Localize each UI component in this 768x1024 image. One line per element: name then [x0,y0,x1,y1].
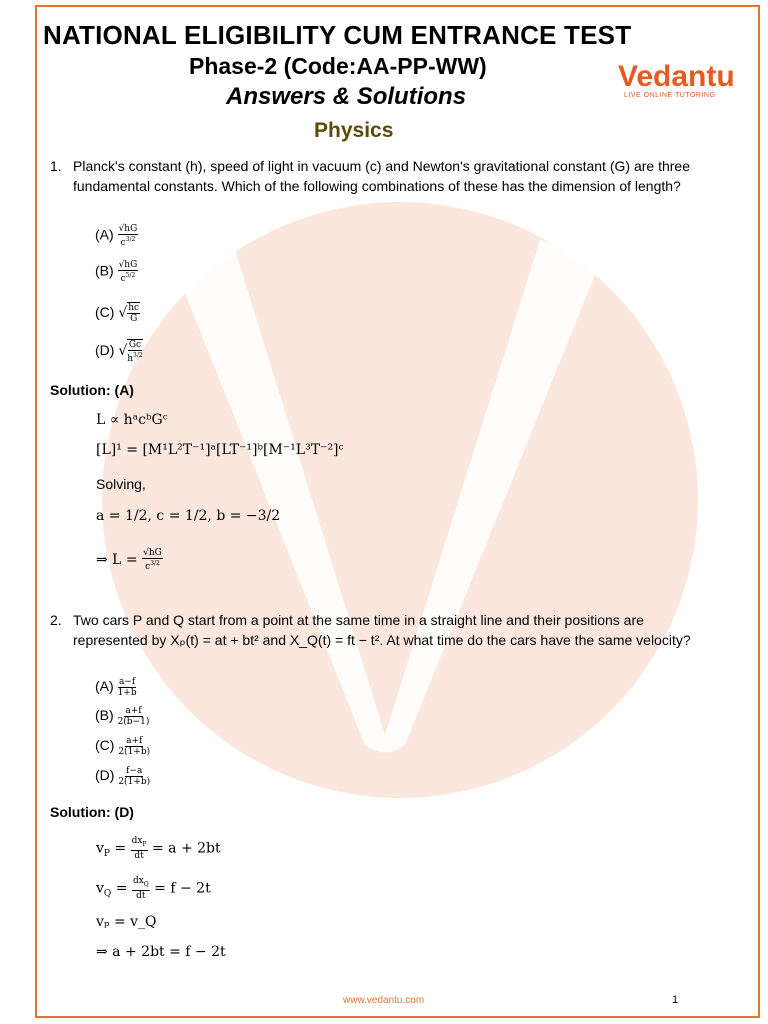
q1-option-a: (A) $\frac{√hG}{c^{3/2}}$ [95,224,138,248]
q2-option-b-num: a+f [125,705,142,716]
vedantu-logo [618,60,735,99]
q1-option-b: (B) $\frac{√hG}{c^{5/2}}$ [95,260,138,284]
q1-step4-text: ⇒ L = [96,552,138,568]
q2-option-a-num: a−f [118,676,136,687]
q1-option-a-label: (A) [95,226,114,243]
q2-step2-text: = f − 2t [154,880,211,897]
q2-step2: $v_Q$ = $\frac{dx_Q}{dt}$ = f − 2t [96,876,211,901]
q1-step3: a = 1/2, c = 1/2, b = −3/2 [96,508,281,524]
q2-text-line1: Two cars P and Q start from a point at the same time in a straight line and their positions are [73,612,644,628]
q2-solution-label: Solution: (D) [50,804,134,820]
q1-solving: Solving, [96,476,146,492]
q1-step2: [L]¹ = [M¹L²T⁻¹]ᵃ[LT⁻¹]ᵇ[M⁻¹L³T⁻²]ᶜ [96,442,344,458]
q2-option-d [95,765,150,787]
q2-option-a-den: 1+b [117,687,137,698]
logo-tagline: LIVE ONLINE TUTORING [624,92,716,99]
q2-option-b-label: (B) [95,707,114,723]
q1-option-b-label: (B) [95,262,114,279]
subject-heading: Physics [314,119,394,142]
q2-option-c-label: (C) [95,737,115,753]
answers-heading: Answers & Solutions [226,83,467,110]
q2-option-a [95,676,137,698]
exam-title: NATIONAL ELIGIBILITY CUM ENTRANCE TEST [43,20,632,50]
q1-step1: L ∝ hᵃcᵇGᶜ [96,412,168,428]
q2-step1-text: = a + 2bt [151,840,221,857]
q2-option-c-num: a+f [126,735,143,746]
q2-option-c-den: 2(1+b) [118,746,151,757]
q1-text-line2: fundamental constants. Which of the following combinations of these has the dimension of length? [73,178,681,194]
q2-option-a-label: (A) [95,678,114,694]
q2-text-line2: represented by Xₚ(t) = at + bt² and X_Q(t) = ft − t². At what time do the cars have the same velocity? [73,632,691,648]
q1-solution-label: Solution: (A) [50,382,134,398]
q2-step3: vₚ = v_Q [96,914,157,930]
q1-number: 1. [50,158,62,174]
q1-text-line1: Planck's constant (h), speed of light in vacuum (c) and Newton's gravitational constant (G) are three [73,158,690,174]
exam-phase: Phase-2 (Code:AA-PP-WW) [189,53,487,79]
q2-step4: ⇒ a + 2bt = f − 2t [96,944,226,960]
footer-url: www.vedantu.com [343,995,425,1006]
q1-option-c: (C) √ $\frac{hc}{G}$ [95,303,140,325]
q2-option-b [95,705,149,727]
page-number: 1 [672,994,679,1006]
q1-option-d: (D) √ $\frac{Gc}{h^{3/2}}$ [95,340,143,364]
q2-option-d-den: 2(1+b) [118,776,151,787]
q1-option-d-label: (D) [95,342,115,359]
q1-option-c-label: (C) [95,304,115,320]
q2-step1: $v_P$ = $\frac{dx_P}{dt}$ = a + 2bt [96,836,221,861]
q2-option-d-num: f−a [126,765,143,776]
logo-name: Vedantu [618,60,735,93]
q1-step4: ⇒ L = $\frac{√hG}{c^{3/2}}$ [96,548,162,572]
q2-option-b-den: 2(b−1) [117,716,150,727]
q2-number: 2. [50,612,62,628]
q2-option-c [95,735,150,757]
q2-option-d-label: (D) [95,767,115,783]
